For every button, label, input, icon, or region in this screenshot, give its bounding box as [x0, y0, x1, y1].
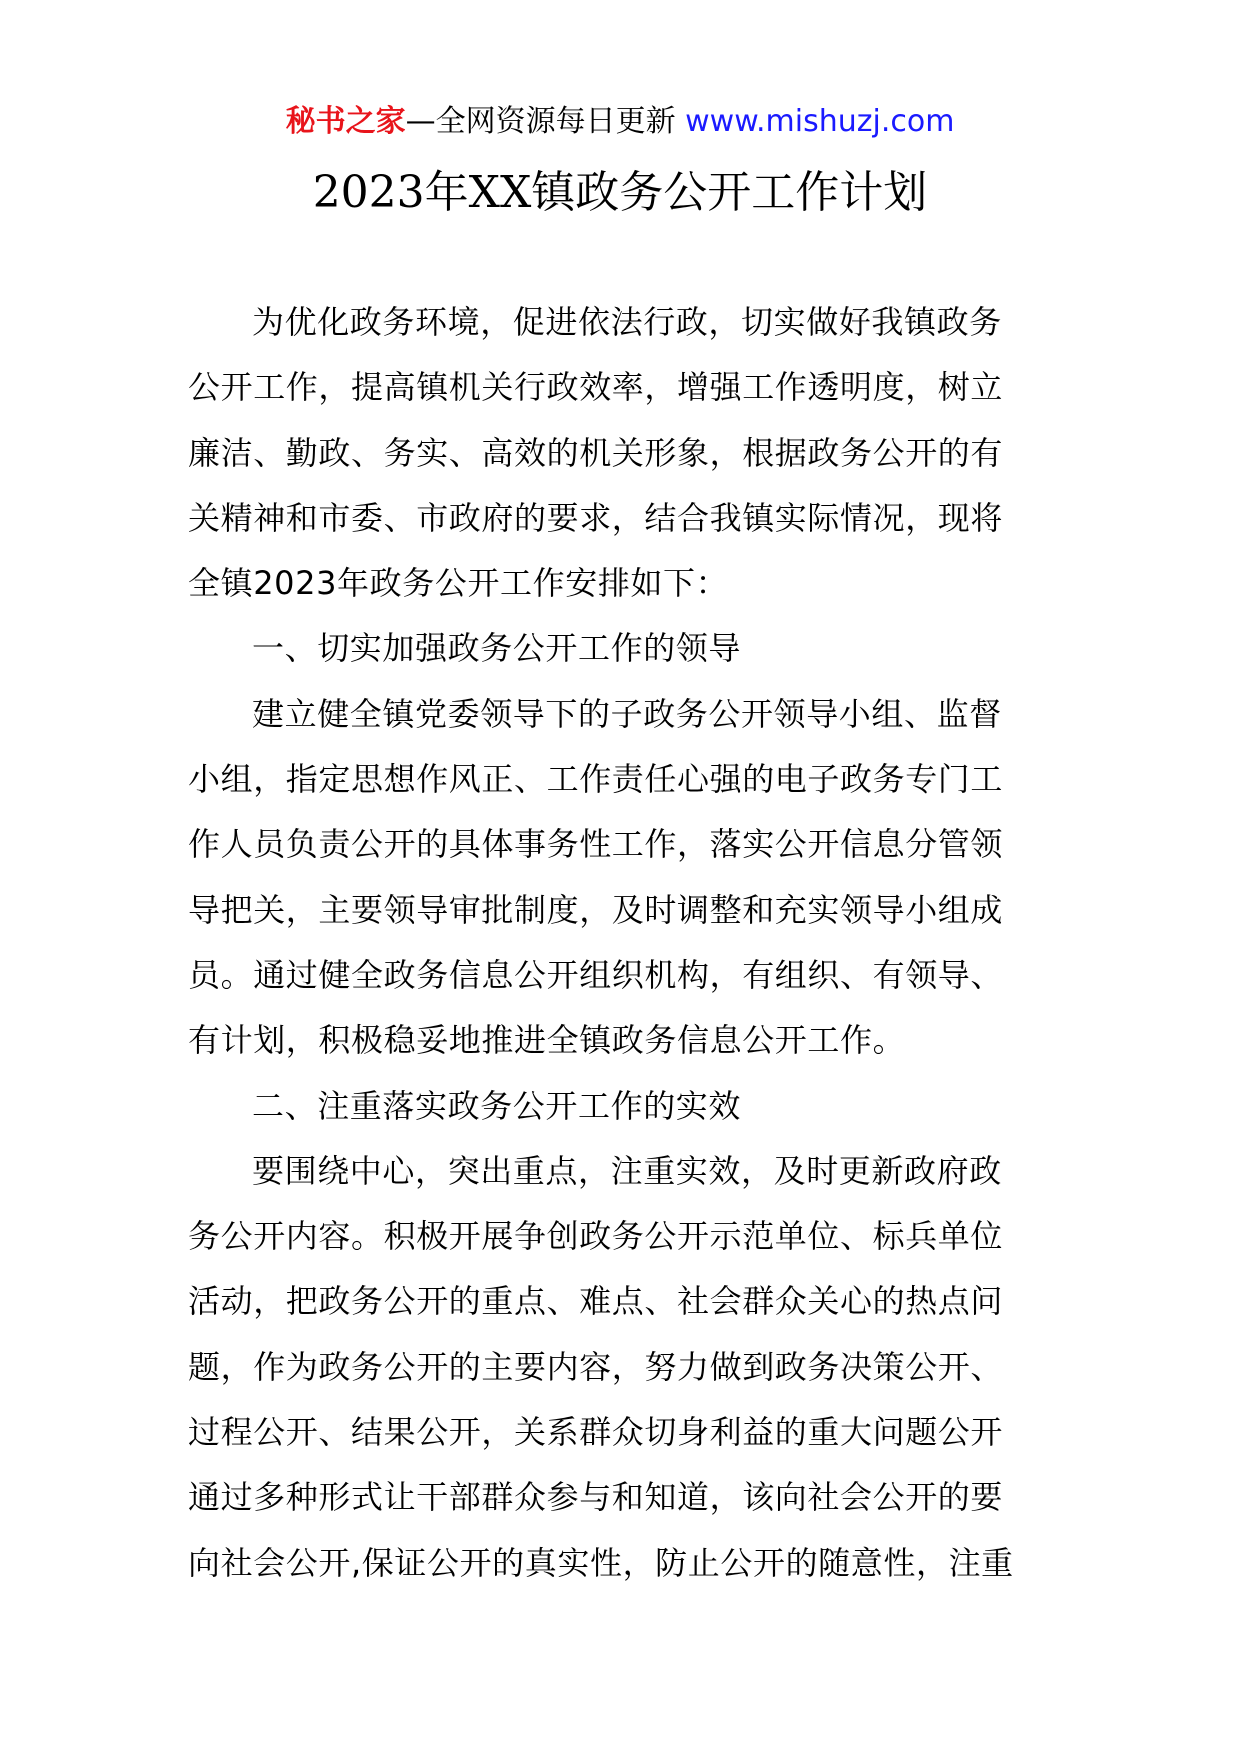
site-header — [0, 100, 1240, 144]
paragraph-line: 要围绕中心，突出重点，注重实效，及时更新政府政 — [252, 1151, 1002, 1190]
paragraph-line: 关精神和市委、市政府的要求，结合我镇实际情况，现将 — [188, 498, 1004, 537]
paragraph-line: 过程公开、结果公开，关系群众切身利益的重大问题公开 — [188, 1413, 1004, 1452]
paragraph-line: 作人员负责公开的具体事务性工作，落实公开信息分管领 — [188, 825, 1004, 864]
paragraph-line: 廉洁、勤政、务实、高效的机关形象，根据政务公开的有 — [188, 433, 1004, 472]
section-heading: 二、注重落实政务公开工作的实效 — [252, 1086, 742, 1125]
paragraph-line: 通过多种形式让干部群众参与和知道，该向社会公开的要 — [188, 1478, 1004, 1517]
paragraph-line: 公开工作，提高镇机关行政效率，增强工作透明度，树立 — [188, 368, 1004, 407]
paragraph-line: 全镇2023年政务公开工作安排如下： — [188, 564, 729, 603]
paragraph-line: 为优化政务环境，促进依法行政，切实做好我镇政务 — [252, 303, 1002, 341]
brand-name: 秘书之家 — [285, 104, 406, 139]
paragraph-line: 小组，指定思想作风正、工作责任心强的电子政务专门工 — [188, 760, 1004, 799]
paragraph-line: 活动，把政务公开的重点、难点、社会群众关心的热点问 — [188, 1282, 1004, 1321]
header-slogan: —全网资源每日更新 — [405, 104, 686, 139]
paragraph-line: 向社会公开,保证公开的真实性，防止公开的随意性，注重 — [188, 1543, 1014, 1582]
paragraph-line: 务公开内容。积极开展争创政务公开示范单位、标兵单位 — [188, 1217, 1004, 1256]
document-body — [188, 290, 1058, 1596]
document-title: 2023年XX镇政务公开工作计划 — [312, 167, 928, 218]
site-url-link[interactable]: www.mishuzj.com — [685, 104, 955, 139]
paragraph-line: 员。通过健全政务信息公开组织机构，有组织、有领导、 — [188, 955, 1004, 994]
paragraph-line: 有计划，积极稳妥地推进全镇政务信息公开工作。 — [188, 1021, 906, 1060]
paragraph-line: 题，作为政务公开的主要内容，努力做到政务决策公开、 — [188, 1347, 1004, 1386]
paragraph-line: 建立健全镇党委领导下的子政务公开领导小组、监督 — [252, 694, 1002, 733]
section-heading: 一、切实加强政务公开工作的领导 — [252, 629, 742, 668]
paragraph-line: 导把关，主要领导审批制度，及时调整和充实领导小组成 — [188, 890, 1004, 929]
